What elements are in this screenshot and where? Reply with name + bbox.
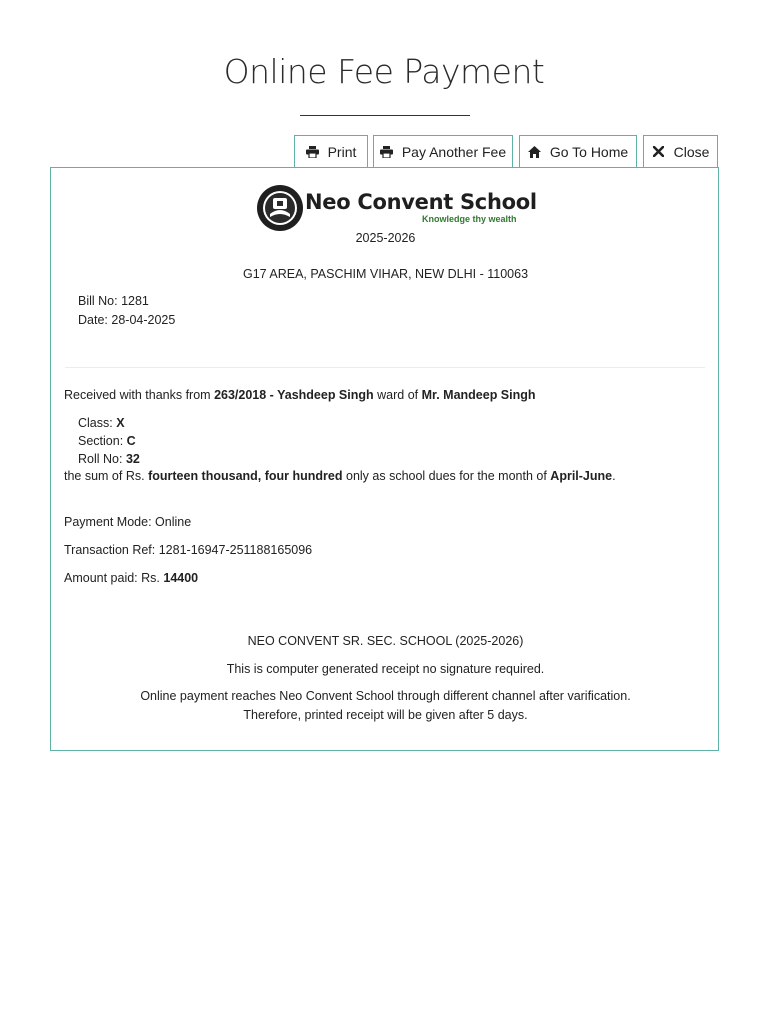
received-line: Received with thanks from 263/2018 - Yashdeep Singh ward of Mr. Mandeep Singh: [64, 388, 536, 402]
close-label: Close: [673, 143, 710, 160]
footer-online-note-1: Online payment reaches Neo Convent School through different channel after varification.: [140, 689, 631, 703]
footer-signature-note: This is computer generated receipt no signature required.: [226, 662, 545, 676]
fee-receipt: [50, 167, 719, 751]
print-label: Print: [327, 143, 357, 160]
student-name: 263/2018 - Yashdeep Singh: [214, 388, 374, 402]
print-button[interactable]: [294, 135, 368, 168]
title-underline: [300, 115, 470, 116]
student-section: Section: C: [78, 434, 136, 448]
go-to-home-label: Go To Home: [549, 143, 629, 160]
section-divider: [65, 367, 705, 368]
amount-paid: Amount paid: Rs. 14400: [64, 571, 199, 585]
fee-months: April-June: [550, 469, 613, 483]
printer-icon: [380, 145, 394, 159]
page-title: Online Fee Payment: [223, 52, 545, 91]
parent-name: Mr. Mandeep Singh: [421, 388, 536, 402]
pay-another-fee-button[interactable]: [373, 135, 513, 168]
pay-another-fee-label: Pay Another Fee: [401, 143, 507, 160]
home-icon: [528, 145, 542, 159]
printer-icon: [306, 145, 320, 159]
bill-date: Date: 28-04-2025: [78, 313, 176, 327]
school-address: G17 AREA, PASCHIM VIHAR, NEW DLHI - 110063: [242, 267, 529, 281]
school-logo: [256, 184, 537, 234]
school-tagline: Knowledge thy wealth: [422, 214, 517, 224]
action-toolbar: [0, 135, 768, 168]
amount-in-words: fourteen thousand, four hundred: [148, 469, 343, 483]
footer-school-line: NEO CONVENT SR. SEC. SCHOOL (2025-2026): [247, 634, 524, 648]
footer-online-note-2: Therefore, printed receipt will be given after 5 days.: [243, 708, 528, 722]
bill-number: Bill No: 1281: [78, 294, 149, 308]
student-class: Class: X: [78, 416, 125, 430]
payment-mode: Payment Mode: Online: [64, 515, 192, 529]
go-to-home-button[interactable]: [519, 135, 637, 168]
school-crest-icon: [256, 184, 304, 232]
close-button[interactable]: [643, 135, 718, 168]
school-name: Neo Convent School: [305, 190, 537, 214]
transaction-ref: Transaction Ref: 1281-16947-251188165096: [64, 543, 313, 557]
student-roll-no: Roll No: 32: [78, 452, 140, 466]
close-icon: [652, 145, 666, 159]
sum-line: the sum of Rs. fourteen thousand, four hundred only as school dues for the month of April-June.: [64, 469, 616, 483]
session-year: 2025-2026: [355, 231, 416, 245]
